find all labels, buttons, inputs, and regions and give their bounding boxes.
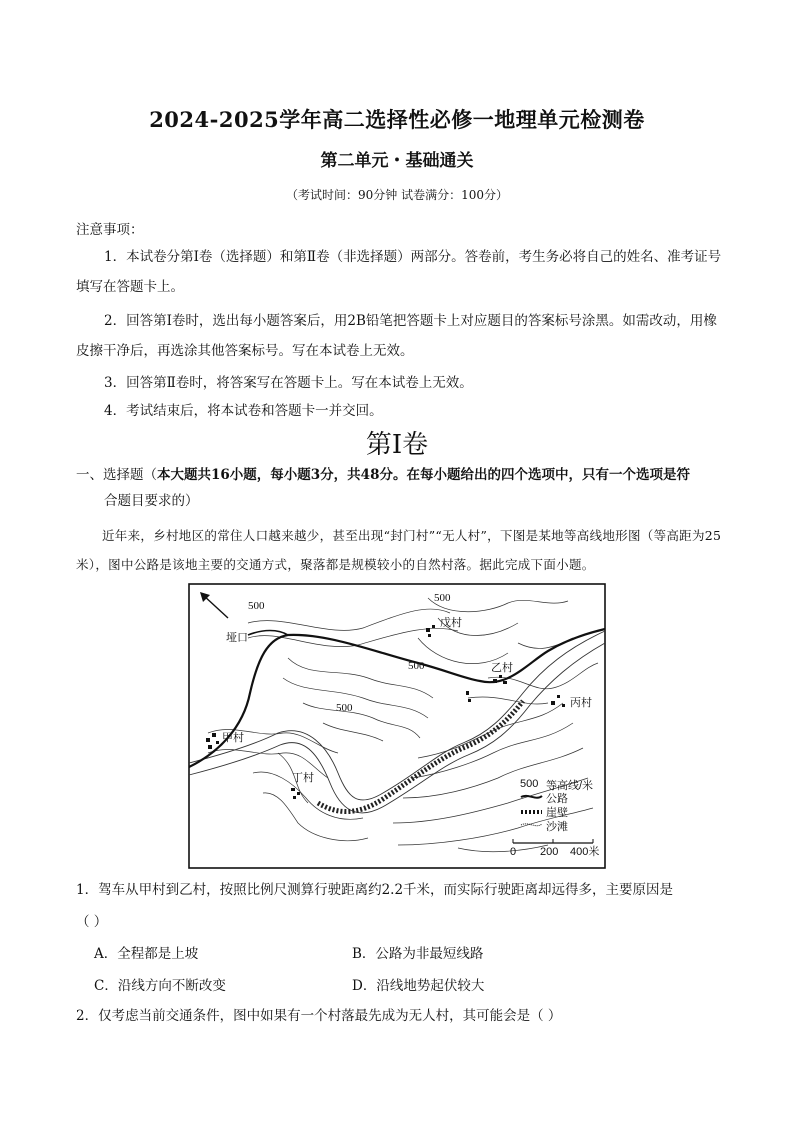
legend-contour: 等高线/米 [546,780,594,792]
notice-item-4: 4．考试结束后，将本试卷和答题卡一并交回。 [104,403,383,419]
material-text: 近年来，乡村地区的常住人口越来越少，甚至出现“封门村”“无人村”，下图是某地等高线地形图（等高距为25米），图中公路是该地主要的交通方式，聚落都是规模较小的自然村落。据此完成下面小题。 [76,528,722,572]
notice-heading: 注意事项： [76,222,144,238]
legend-cliff: 崖壁 [546,807,568,819]
label-500-b: 500 [434,592,451,604]
question-1-option-b[interactable]: B．公路为非最短线路 [352,946,484,962]
question-2-stem: 2．仅考虑当前交通条件，图中如果有一个村落最先成为无人村，其可能会是（ ） [76,1008,562,1024]
question-1-option-c[interactable]: C．沿线方向不断改变 [94,978,226,994]
section-rules-line2: 合题目要求的） [104,493,199,509]
scale-200: 200 [540,846,559,858]
question-1-blank: （ ） [76,914,108,930]
page-subtitle: 第二单元・基础通关 [320,151,474,171]
map-frame [189,584,605,868]
legend-road: 公路 [546,793,568,805]
section-prefix: 一、选择题（ [76,467,157,483]
notice-item-3: 3．回答第Ⅱ卷时，将答案写在答题卡上。写在本试卷上无效。 [104,375,473,391]
label-yi: 乙村 [491,662,513,674]
label-bing: 丙村 [570,697,592,709]
legend-beach: 沙滩 [546,821,568,833]
label-500-c: 500 [408,660,425,672]
label-500-a: 500 [248,600,265,612]
contour-map [188,583,606,869]
page-title: 2024-2025学年高二选择性必修一地理单元检测卷 [149,107,645,132]
part-title: 第Ⅰ卷 [365,430,429,460]
question-1-option-a[interactable]: A．全程都是上坡 [94,946,199,962]
label-ding: 丁村 [292,772,314,784]
question-1-option-d[interactable]: D．沿线地势起伏较大 [352,978,485,994]
notice-item-2: 2．回答第Ⅰ卷时，选出每小题答案后，用2B铅笔把答题卡上对应题目的答案标号涂黑。如需改动，用橡皮擦干净后，再选涂其他答案标号。写在本试卷上无效。 [76,313,717,359]
question-1-stem: 1．驾车从甲村到乙村，按照比例尺测算行驶距离约2.2千米，而实际行驶距离却远得多，主要原因是 [76,882,674,898]
exam-info: （考试时间：90分钟 试卷满分：100分） [286,188,508,202]
scale-0: 0 [510,846,517,858]
label-jia: 甲村 [222,732,244,744]
label-yakou: 垭口 [226,632,248,644]
label-wu: 戊村 [440,617,462,629]
section-rules: 本大题共16小题，每小题3分，共48分。在每小题给出的四个选项中，只有一个选项是符 [157,467,690,483]
notice-item-1: 1．本试卷分第Ⅰ卷（选择题）和第Ⅱ卷（非选择题）两部分。答卷前，考生务必将自己的姓名、准考证号填写在答题卡上。 [76,249,722,295]
section-heading [76,462,726,514]
legend-contour-value: 500 [520,778,539,790]
scale-400: 400米 [570,846,600,858]
label-500-d: 500 [336,702,353,714]
